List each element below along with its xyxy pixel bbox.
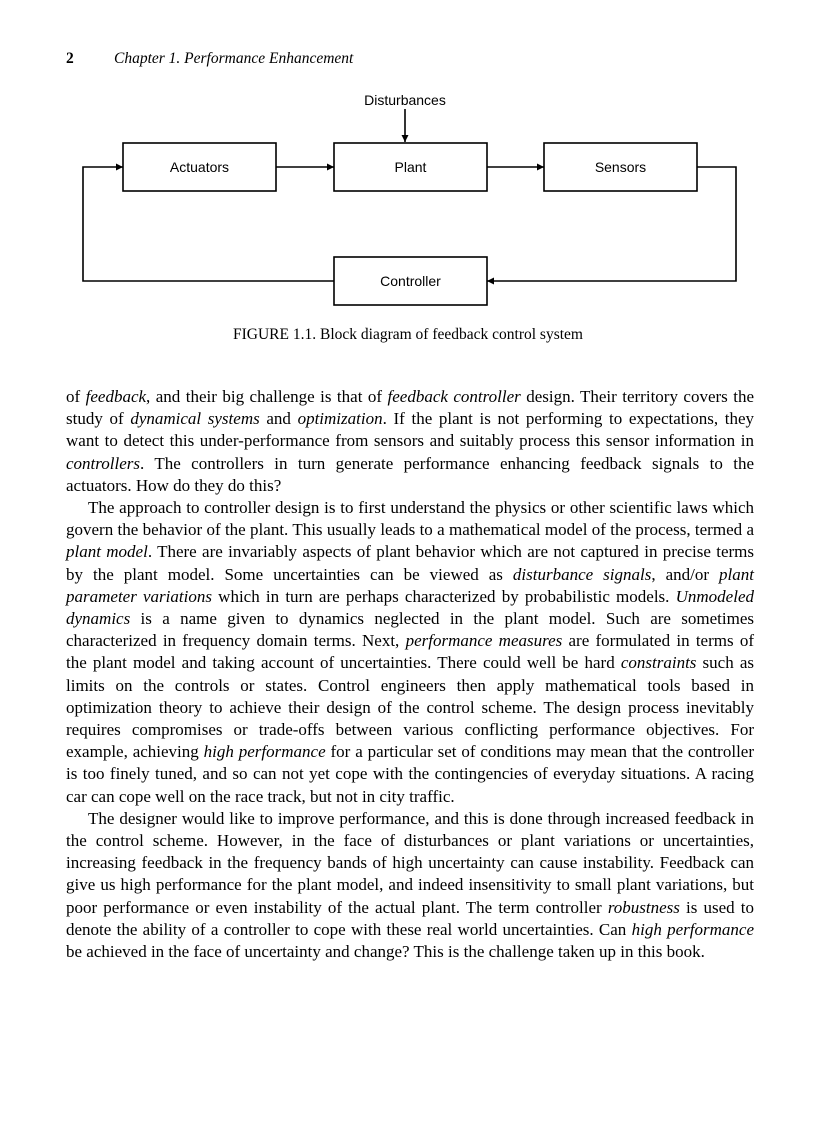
emphasized-term: plant parameter variations [66,564,754,606]
emphasized-term: performance measures [405,631,563,651]
sensors-to-controller-arrow [487,167,736,281]
emphasized-term: optimization [297,409,383,429]
text-run: The designer would like to improve performance, and this is done through increased feedback in the control scheme. However, in the face of disturbances or plant variations or uncertainties, increasing feedback in the frequency bands of high uncertainty can cause instability. Feedback can give us high performance for the plant model, and indeed insensitivity to small plant variations, but poor performance or even instability of the actual plant. The term controller [66,808,754,917]
paragraph [66,808,754,963]
emphasized-term: plant model [66,542,148,562]
text-run: of [66,387,86,406]
text-run: which in turn are perhaps characterized by probabilistic models. [211,586,676,606]
running-head [66,50,353,68]
body-text [66,386,754,963]
text-run: and [259,409,298,429]
emphasized-term: dynamical systems [130,409,260,429]
text-run: . There are invariably aspects of plant behavior which are not captured in precise terms by the plant model. Some uncertainties can be viewed as [66,542,755,584]
emphasized-term: disturbance signals [512,564,652,584]
text-run: is used to denote the ability of a controller to cope with these real world uncertainties. Can [66,897,754,939]
emphasized-term: robustness [607,897,680,917]
emphasized-term: feedback controller [387,387,521,406]
emphasized-term: Unmodeled dynamics [66,586,754,629]
page-number: 2 [66,50,74,67]
disturbances-label: Disturbances [364,92,446,108]
text-run: such as limits on the controls or states. Control engineers then apply mathematical tools based in optimization theory to achieve their design of the control scheme. The design process inevitably requires compromises or trade-offs between various conflicting performance objectives. For example, achieving [66,653,755,762]
emphasized-term: feedback [85,387,147,406]
paragraph [66,386,754,497]
text-run: are formulated in terms of the plant model and taking account of uncertainties. There could well be hard [66,631,754,673]
text-run: , and their big challenge is that of [146,387,388,406]
sensors-label: Sensors [594,159,647,175]
controller-to-actuators-arrow [83,167,334,281]
text-run: is a name given to dynamics neglected in the plant model. Such are sometimes characterized in frequency domain terms. Next, [66,609,754,651]
block-diagram [0,85,816,310]
figure-caption: FIGURE 1.1. Block diagram of feedback control system [233,326,583,343]
chapter-title: Chapter 1. Performance Enhancement [114,50,354,67]
actuators-label: Actuators [169,159,230,175]
emphasized-term: high performance [203,742,326,762]
paragraph [66,497,754,808]
emphasized-term: controllers [66,453,140,473]
text-run: design. Their territory covers the study of [66,387,755,429]
text-run: , and/or [651,564,720,584]
controller-label: Controller [380,273,441,289]
text-run: for a particular set of conditions may mean that the controller is too finely tuned, and so can not yet cope with the contingencies of everyday situations. A racing car can cope well on the race track, but not in city traffic. [66,742,754,806]
emphasized-term: high performance [631,919,755,939]
plant-label: Plant [394,159,427,175]
text-run: The approach to controller design is to first understand the physics or other scientific laws which govern the behavior of the plant. This usually leads to a mathematical model of the process, termed a [66,498,754,540]
text-run: . If the plant is not performing to expectations, they want to detect this under-performance from sensors and suitably process this sensor information in [66,409,755,451]
text-run: be achieved in the face of uncertainty and change? This is the challenge taken up in this book. [66,942,705,962]
text-run: . The controllers in turn generate performance enhancing feedback signals to the actuators. How do they do this? [66,453,754,495]
emphasized-term: constraints [620,653,697,673]
